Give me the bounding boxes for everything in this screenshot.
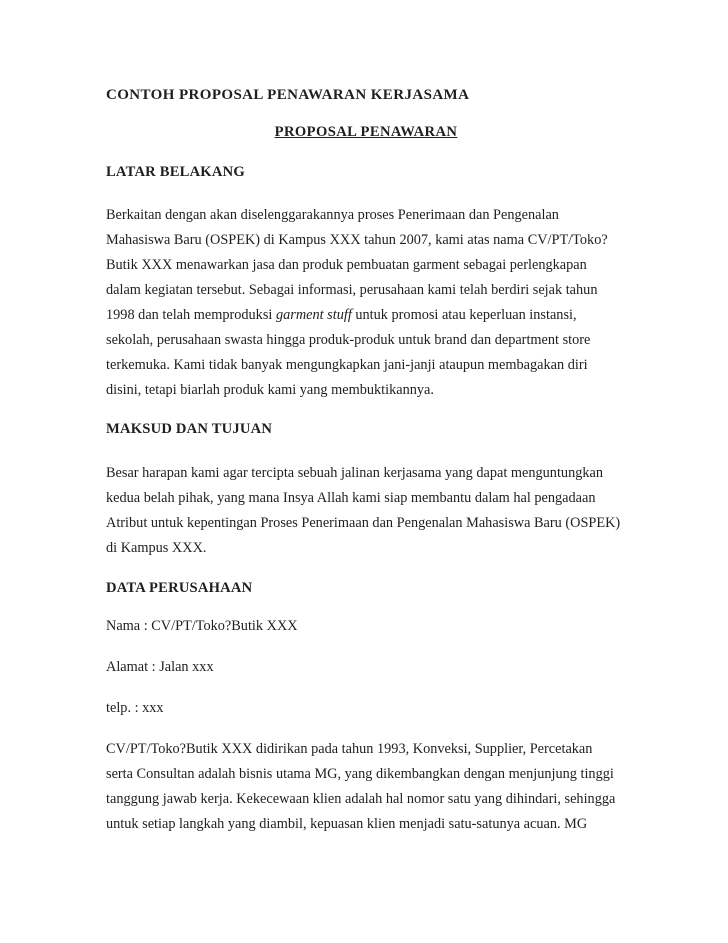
section-heading-maksud-dan-tujuan: MAKSUD DAN TUJUAN: [106, 421, 273, 437]
document-title: CONTOH PROPOSAL PENAWARAN KERJASAMA: [106, 87, 470, 103]
paragraph-line: Atribut untuk kepentingan Proses Penerimaan dan Pengenalan Mahasiswa Baru (OSPEK): [106, 515, 621, 531]
paragraph-line: Butik XXX menawarkan jasa dan produk pembuatan garment sebagai perlengkapan: [106, 257, 587, 273]
paragraph-maksud-dan-tujuan: [106, 461, 626, 561]
company-name-line: Nama : CV/PT/Toko?Butik XXX: [106, 618, 298, 634]
paragraph-line: serta Consultan adalah bisnis utama MG, yang dikembangkan dengan menjunjung tinggi: [106, 766, 614, 782]
paragraph-company-history: [106, 737, 626, 837]
paragraph-line: sekolah, perusahaan swasta hingga produk-produk untuk brand dan department store: [106, 332, 591, 348]
paragraph-line: tanggung jawab kerja. Kekecewaan klien adalah hal nomor satu yang dihindari, sehingga: [106, 791, 616, 807]
paragraph-line: kedua belah pihak, yang mana Insya Allah kami siap membantu dalam hal pengadaan: [106, 490, 596, 506]
section-heading-data-perusahaan: DATA PERUSAHAAN: [106, 580, 253, 596]
document-body: [106, 0, 626, 837]
document-subtitle-text: PROPOSAL PENAWARAN: [274, 124, 458, 140]
paragraph-line: dalam kegiatan tersebut. Sebagai informasi, perusahaan kami telah berdiri sejak tahun: [106, 282, 598, 298]
paragraph-latar-belakang: [106, 203, 626, 403]
company-address-line: Alamat : Jalan xxx: [106, 659, 214, 675]
paragraph-line: terkemuka. Kami tidak banyak mengungkapkan jani-janji ataupun membagakan diri: [106, 357, 588, 373]
paragraph-line: disini, tetapi biarlah produk kami yang membuktikannya.: [106, 382, 434, 398]
paragraph-line: Berkaitan dengan akan diselenggarakannya proses Penerimaan dan Pengenalan: [106, 207, 559, 223]
document-subtitle: [106, 120, 626, 145]
paragraph-line: CV/PT/Toko?Butik XXX didirikan pada tahun 1993, Konveksi, Supplier, Percetakan: [106, 741, 593, 757]
company-phone-line: telp. : xxx: [106, 700, 164, 716]
paragraph-line: di Kampus XXX.: [106, 540, 207, 556]
paragraph-line: untuk setiap langkah yang diambil, kepuasan klien menjadi satu-satunya acuan. MG: [106, 816, 588, 832]
section-heading-latar-belakang: LATAR BELAKANG: [106, 164, 245, 180]
paragraph-line: Mahasiswa Baru (OSPEK) di Kampus XXX tahun 2007, kami atas nama CV/PT/Toko?: [106, 232, 608, 248]
paragraph-line: 1998 dan telah memproduksi garment stuff untuk promosi atau keperluan instansi,: [106, 307, 577, 323]
paragraph-line: Besar harapan kami agar tercipta sebuah jalinan kerjasama yang dapat menguntungkan: [106, 465, 604, 481]
